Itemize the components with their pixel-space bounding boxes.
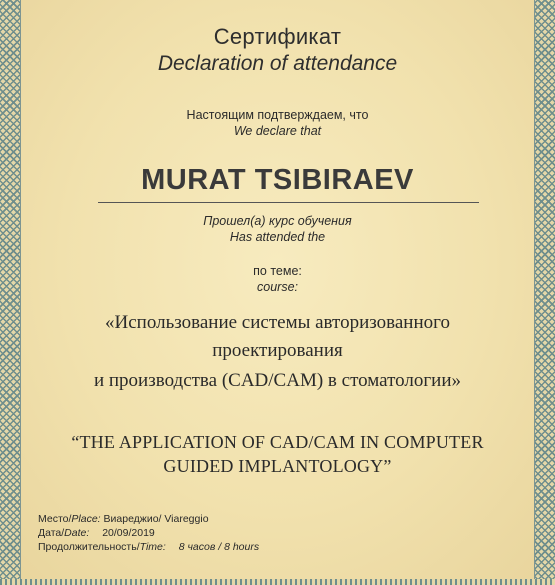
name-underline [98, 202, 479, 203]
date-value: 20/09/2019 [102, 527, 155, 539]
course-title-ru-line: «Использование системы авторизованного [105, 312, 450, 333]
date-label-en: Date: [64, 527, 90, 539]
date-label-ru: Дата/ [38, 527, 65, 539]
course-title-ru-line: и производства (CAD/CAM) в стоматологии» [93, 370, 462, 391]
attended-text-ru: Прошел(а) курс обучения [203, 214, 352, 228]
place-row [38, 512, 259, 526]
course-title-ru-line: проектирования [212, 340, 343, 361]
course-title-en-line: “THE APPLICATION OF CAD/CAM IN COMPUTER [71, 432, 484, 452]
duration-label-en: Time: [139, 541, 166, 553]
place-label-ru: Место/ [38, 513, 72, 525]
decorative-border-right [534, 0, 555, 585]
place-label-en: Place: [71, 513, 101, 525]
certificate-content [30, 0, 525, 585]
course-details [38, 512, 259, 554]
duration-row [38, 540, 259, 554]
duration-value: 8 часов / 8 hours [178, 541, 260, 553]
declare-text-ru: Настоящим подтверждаем, что [186, 108, 369, 122]
attended-text-en: Has attended the [229, 230, 326, 244]
certificate-title-ru: Сертификат [213, 24, 342, 49]
course-title-en-line: GUIDED IMPLANTOLOGY” [163, 456, 392, 476]
decorative-border-left [0, 0, 21, 585]
duration-label-ru: Продолжительность/ [38, 541, 140, 553]
place-value: Виареджио/ Viareggio [103, 513, 209, 525]
theme-label-ru: по теме: [253, 264, 302, 278]
date-row [38, 526, 259, 540]
recipient-name: MURAT TSIBIRAEV [141, 164, 414, 196]
theme-label-en: course: [257, 280, 298, 294]
declare-text-en: We declare that [233, 124, 322, 138]
certificate-title-en: Declaration of attendance [157, 52, 398, 75]
